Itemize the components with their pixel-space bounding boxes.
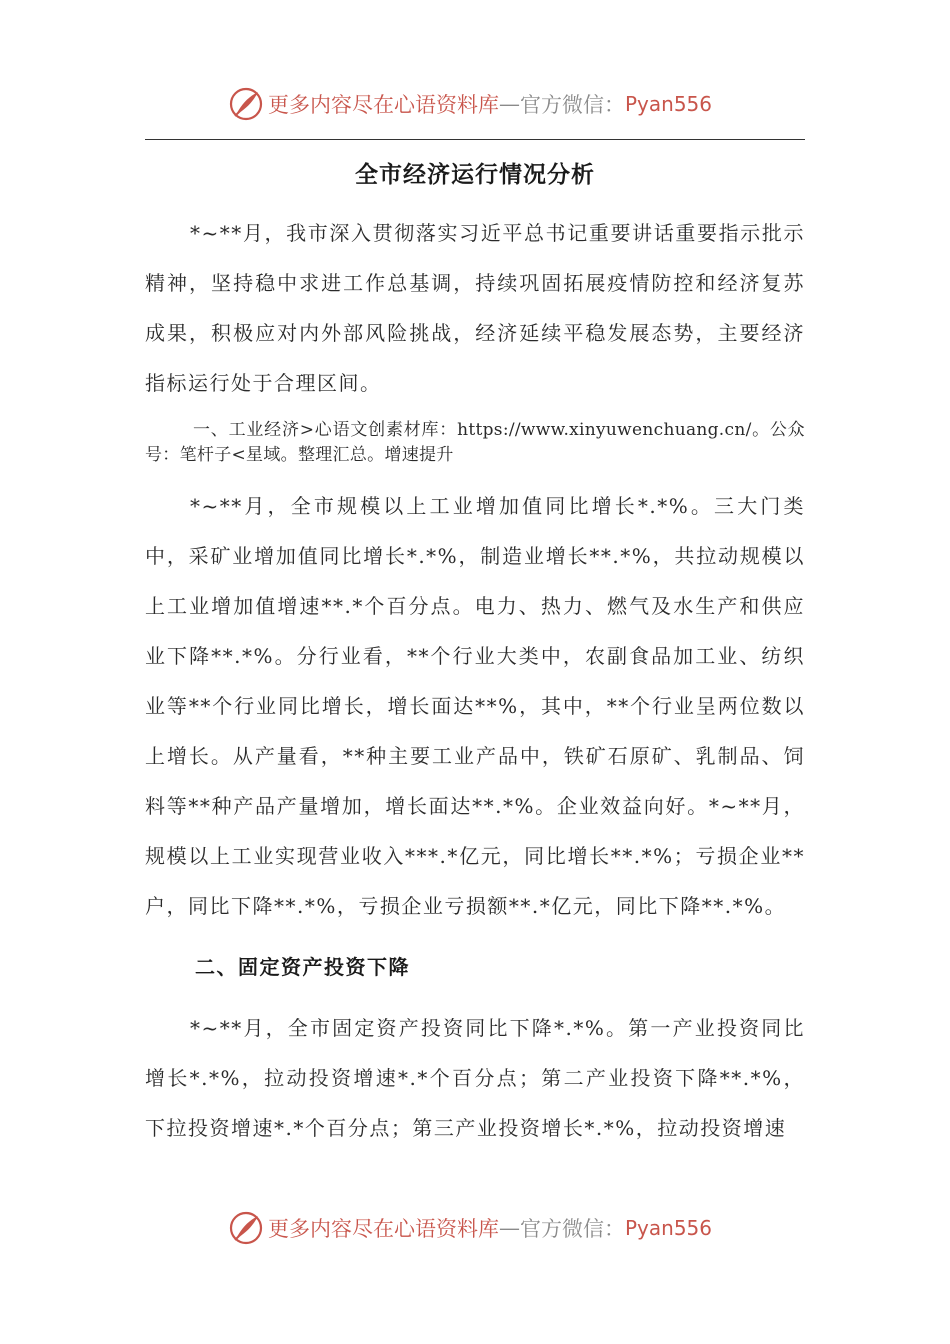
banner-wechat-id: Pyan556 (625, 92, 713, 116)
banner-prefix: 更多内容尽在心语资料库 (268, 1217, 499, 1241)
section1-heading: 一、工业经济>心语文创素材库：https://www.xinyuwenchuang.cn/。公众号：笔杆子<星域。整理汇总。增速提升 (145, 420, 805, 465)
banner-official: 官方微信： (520, 93, 625, 117)
banner-wechat-id: Pyan556 (625, 1216, 713, 1240)
quill-logo-icon (228, 86, 264, 122)
quill-logo-icon (228, 1210, 264, 1246)
document-title: 全市经济运行情况分析 (355, 161, 595, 188)
section1-body: *~**月，全市规模以上工业增加值同比增长*.*%。三大门类中，采矿业增加值同比增长*.*%，制造业增长**.*%，共拉动规模以上工业增加值增速**.*个百分点。电力、热力、燃气及水生产和供应业下降**.*%。分行业看，**个行业大类中，农副食品加工业、纺织业等**个行业同比增长，增长面达**%，其中，**个行业呈两位数以上增长。从产量看，**种主要工业产品中，铁矿石原矿、乳制品、饲料等**种产品产量增加，增长面达**.*%。企业效益向好。*~**月，规模以上工业实现营业收入***.*亿元，同比增长**.*%；亏损企业**户，同比下降**.*%，亏损企业亏损额**.*亿元，同比下降**.*%。 (145, 494, 805, 918)
banner-dash: — (499, 92, 520, 116)
banner-official: 官方微信： (520, 1217, 625, 1241)
intro-paragraph: *~**月，我市深入贯彻落实习近平总书记重要讲话重要指示批示精神，坚持稳中求进工作总基调，持续巩固拓展疫情防控和经济复苏成果，积极应对内外部风险挑战，经济延续平稳发展态势，主要经济指标运行处于合理区间。 (145, 221, 805, 395)
footer-banner (228, 1208, 712, 1248)
section2-body: *~**月，全市固定资产投资同比下降*.*%。第一产业投资同比增长*.*%，拉动投资增速*.*个百分点；第二产业投资下降**.*%，下拉投资增速*.*个百分点；第三产业投资增长*.*%，拉动投资增速 (145, 1016, 805, 1140)
header-banner (228, 84, 712, 124)
banner-dash: — (499, 1216, 520, 1240)
section2-heading: 二、固定资产投资下降 (195, 955, 410, 979)
banner-prefix: 更多内容尽在心语资料库 (268, 93, 499, 117)
header-rule (145, 139, 805, 140)
